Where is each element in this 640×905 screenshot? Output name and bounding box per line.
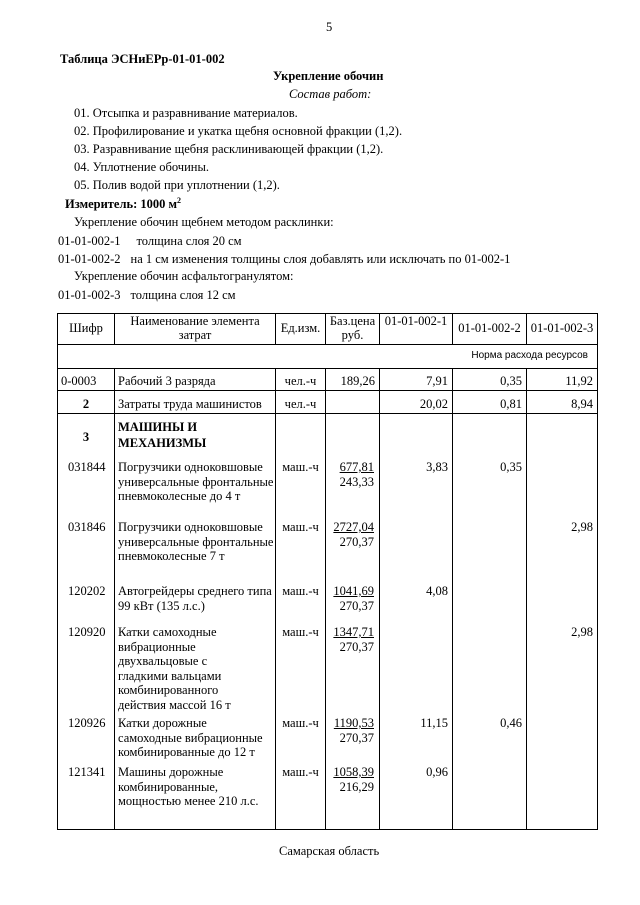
work-item: 03. Разравнивание щебня расклинивающей фракции (1,2). bbox=[74, 142, 384, 156]
row-c1: 0,96 bbox=[426, 765, 448, 779]
row-c3: 11,92 bbox=[565, 374, 593, 388]
row-price-2: 270,37 bbox=[339, 731, 374, 745]
row-code: 3 bbox=[82, 430, 90, 444]
row-price: 2727,04 bbox=[333, 520, 374, 534]
row-price: 1190,53 bbox=[333, 716, 374, 730]
row-unit: маш.-ч bbox=[282, 765, 319, 779]
row-code: 2 bbox=[82, 397, 90, 411]
row-name: Машины дорожные комбинированные, мощностью менее 210 л.с. bbox=[118, 765, 259, 808]
header-c1: 01-01-002-1 bbox=[384, 314, 448, 328]
work-item: 01. Отсыпка и разравнивание материалов. bbox=[74, 106, 298, 120]
row-name: Автогрейдеры среднего типа 99 кВт (135 л.с.) bbox=[118, 584, 272, 613]
row-unit: маш.-ч bbox=[282, 625, 319, 639]
row-code: 031846 bbox=[68, 520, 106, 534]
row-code: 120202 bbox=[68, 584, 106, 598]
row-c1: 3,83 bbox=[426, 460, 448, 474]
section-title: Укрепление обочин bbox=[273, 69, 384, 83]
norm-label: Норма расхода ресурсов bbox=[471, 350, 588, 361]
row-unit: маш.-ч bbox=[282, 716, 319, 730]
table-rule bbox=[526, 368, 527, 829]
table-rule bbox=[58, 344, 597, 345]
table-rule bbox=[58, 390, 597, 391]
row-c3: 2,98 bbox=[571, 520, 593, 534]
table-id: Таблица ЭСНиЕРр-01-01-002 bbox=[60, 52, 225, 66]
row-unit: маш.-ч bbox=[282, 520, 319, 534]
row-c1: 11,15 bbox=[420, 716, 448, 730]
header-code: Шифр bbox=[69, 321, 103, 335]
row-price-2: 243,33 bbox=[339, 475, 374, 489]
footer-region: Самарская область bbox=[279, 844, 380, 858]
table-rule bbox=[58, 413, 597, 414]
item1-code: 01-01-002-1 bbox=[58, 234, 121, 248]
row-price-2: 216,29 bbox=[339, 780, 374, 794]
header-c3: 01-01-002-3 bbox=[530, 321, 594, 335]
group2-title: Укрепление обочин асфальтогранулятом: bbox=[74, 269, 294, 283]
item2-text: на 1 см изменения толщины слоя добавлять или исключать по 01-002-1 bbox=[130, 252, 511, 266]
row-name: Затраты труда машинистов bbox=[118, 397, 262, 411]
row-unit: маш.-ч bbox=[282, 460, 319, 474]
page-number: 5 bbox=[326, 20, 333, 34]
group1-title: Укрепление обочин щебнем методом расклинки: bbox=[74, 215, 334, 229]
row-code: 121341 bbox=[68, 765, 106, 779]
work-item: 04. Уплотнение обочины. bbox=[74, 160, 209, 174]
row-name: Катки самоходные вибрационные двухвальцовые с гладкими вальцами комбинированного действия массой 16 т bbox=[118, 625, 231, 712]
row-price: 1347,71 bbox=[333, 625, 374, 639]
row-name: Погрузчики одноковшовые универсальные фронтальные пневмоколесные до 4 т bbox=[118, 460, 274, 503]
row-price: 189,26 bbox=[340, 374, 375, 388]
row-name: Погрузчики одноковшовые универсальные фронтальные пневмоколесные 7 т bbox=[118, 520, 274, 563]
row-name: Рабочий 3 разряда bbox=[118, 374, 216, 388]
row-c3: 8,94 bbox=[571, 397, 593, 411]
row-name: Катки дорожные самоходные вибрационные комбинированные до 12 т bbox=[118, 716, 263, 759]
item2 bbox=[58, 252, 510, 267]
header-name: Наименование элемента затрат bbox=[130, 314, 260, 342]
row-unit: чел.-ч bbox=[284, 374, 317, 388]
row-c2: 0,46 bbox=[500, 716, 522, 730]
item1 bbox=[58, 234, 242, 249]
row-c1: 4,08 bbox=[426, 584, 448, 598]
row-price: 1041,69 bbox=[333, 584, 374, 598]
row-price: 677,81 bbox=[339, 460, 374, 474]
row-c2: 0,81 bbox=[500, 397, 522, 411]
table-rule bbox=[114, 368, 115, 829]
item3-code: 01-01-002-3 bbox=[58, 288, 121, 302]
row-unit: маш.-ч bbox=[282, 584, 319, 598]
row-c3: 2,98 bbox=[571, 625, 593, 639]
item1-text: толщина слоя 20 см bbox=[136, 234, 242, 248]
meter-sup: 2 bbox=[177, 196, 182, 205]
row-unit: чел.-ч bbox=[284, 397, 317, 411]
table-rule bbox=[114, 314, 115, 344]
row-code: 120920 bbox=[68, 625, 106, 639]
meter-line bbox=[65, 196, 181, 212]
item2-code: 01-01-002-2 bbox=[58, 252, 121, 266]
resource-table bbox=[57, 313, 598, 830]
section-subtitle: Состав работ: bbox=[289, 87, 372, 101]
row-code: 120926 bbox=[68, 716, 106, 730]
work-item: 05. Полив водой при уплотнении (1,2). bbox=[74, 178, 280, 192]
row-code: 031844 bbox=[68, 460, 106, 474]
work-item: 02. Профилирование и укатка щебня основной фракции (1,2). bbox=[74, 124, 403, 138]
row-price-2: 270,37 bbox=[339, 640, 374, 654]
row-name: МАШИНЫ И МЕХАНИЗМЫ bbox=[118, 420, 207, 450]
row-c1: 7,91 bbox=[426, 374, 448, 388]
table-rule bbox=[452, 368, 453, 829]
row-c2: 0,35 bbox=[500, 460, 522, 474]
row-c1: 20,02 bbox=[419, 397, 448, 411]
item3-text: толщина слоя 12 см bbox=[130, 288, 236, 302]
row-price-2: 270,37 bbox=[339, 535, 374, 549]
meter-label: Измеритель: 1000 м bbox=[65, 197, 178, 212]
item3 bbox=[58, 288, 236, 303]
header-unit: Ед.изм. bbox=[280, 321, 321, 335]
header-c2: 01-01-002-2 bbox=[458, 321, 521, 335]
row-price-2: 270,37 bbox=[339, 599, 374, 613]
row-c2: 0,35 bbox=[500, 374, 522, 388]
row-price: 1058,39 bbox=[333, 765, 374, 779]
row-code: 0-0003 bbox=[61, 374, 97, 388]
header-price: Баз.цена руб. bbox=[329, 314, 376, 342]
table-rule bbox=[58, 368, 597, 369]
